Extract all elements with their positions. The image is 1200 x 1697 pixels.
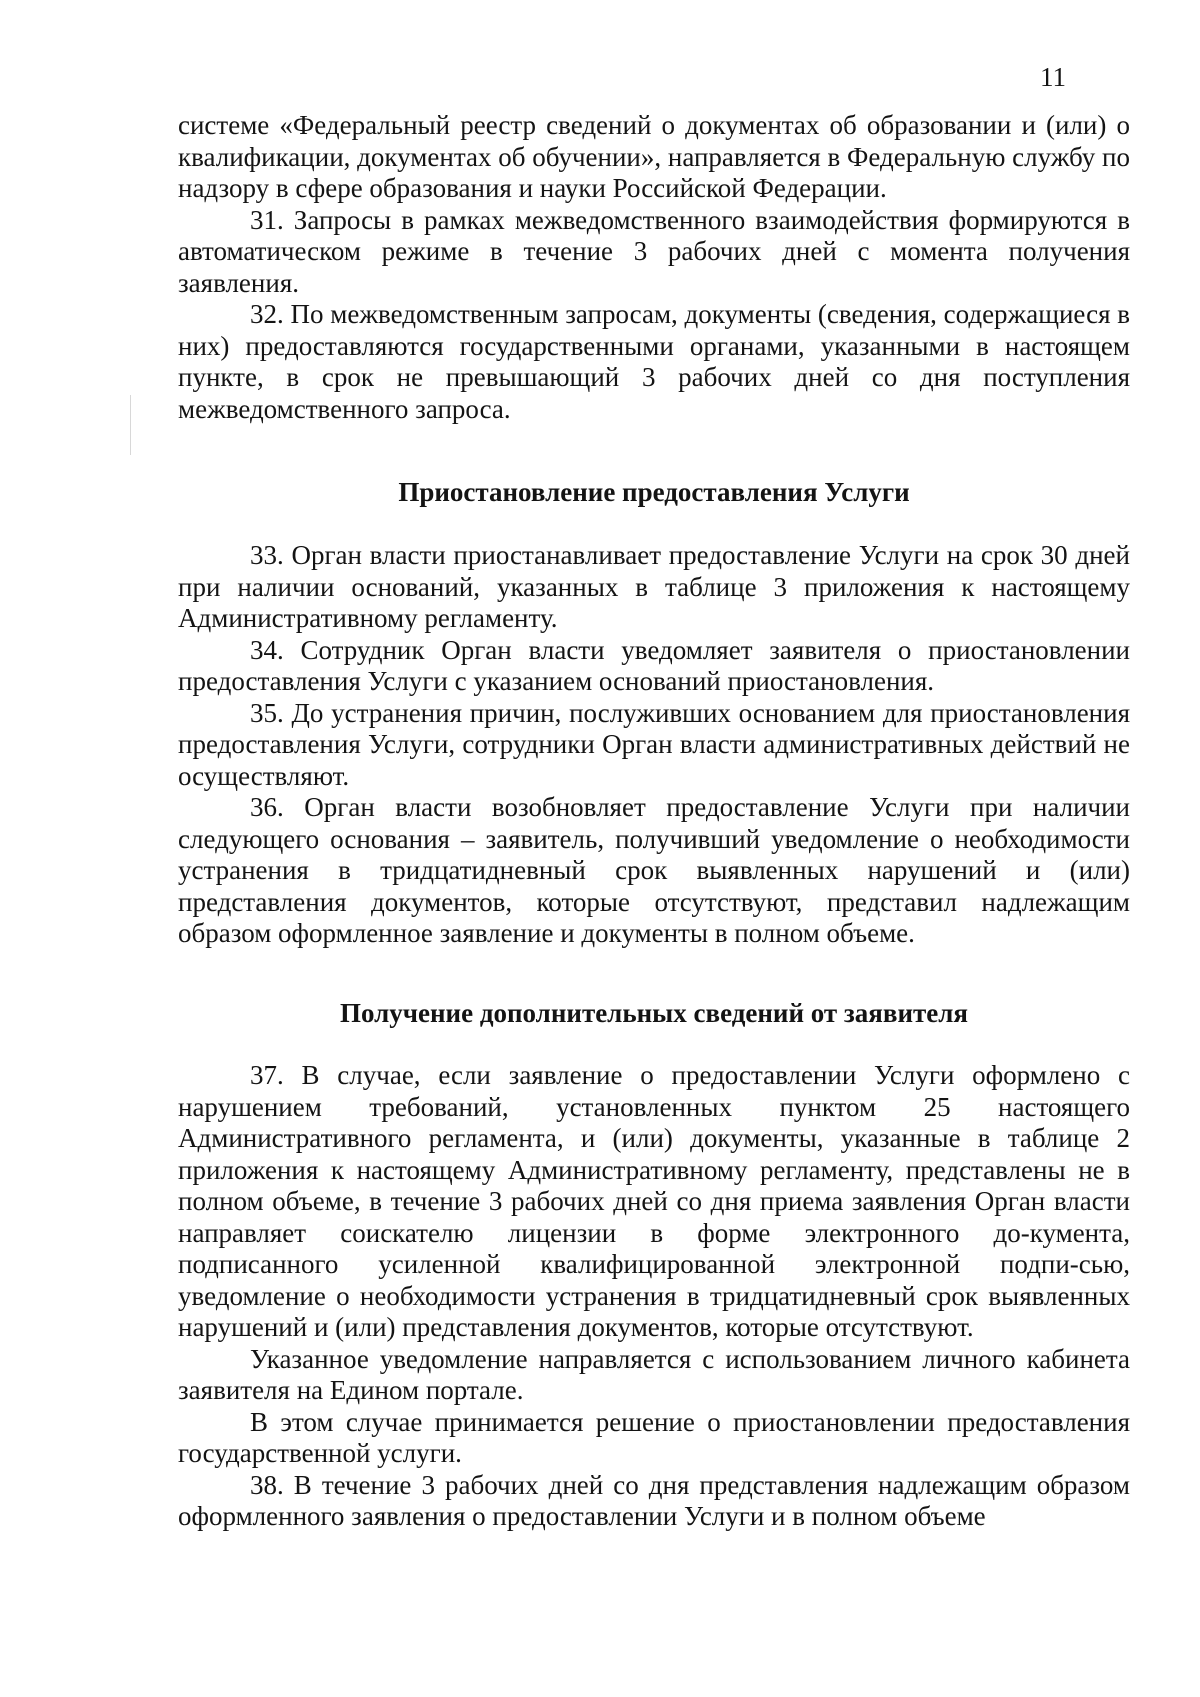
- paragraph-38: 38. В течение 3 рабочих дней со дня представления надлежащим образом оформленного заявления о предоставлении Услуги и в полном объеме: [178, 1469, 1130, 1531]
- section-heading-suspension: Приостановление предоставления Услуги: [398, 477, 910, 507]
- paragraph-35: 35. До устранения причин, послуживших основанием для приостановления предоставления Услуги, сотрудники Орган власти административных действий не осуществляют.: [178, 697, 1130, 791]
- page-number: 11: [1040, 62, 1066, 92]
- text-block-additional-info: [178, 1060, 1130, 1533]
- section-heading-additional-info: Получение дополнительных сведений от заявителя: [339, 998, 969, 1028]
- paragraph-37: 37. В случае, если заявление о предоставлении Услуги оформлено с нарушением требований, установленных пунктом 25 настоящего Административного регламента, и (или) документы, указанные в таблице 2 приложения к настоящему Административному регламенту, представлены не в полном объеме, в течение 3 рабочих дней со дня приема заявления Орган власти направляет соискателю лицензии в форме электронного до-кумента, подписанного усиленной квалифицированной электронной подпи-сью, уведомление о необходимости устранения в тридцатидневный срок выявленных нарушений и (или) представления документов, которые отсутствуют.: [178, 1060, 1130, 1342]
- paragraph-33: 33. Орган власти приостанавливает предоставление Услуги на срок 30 дней при наличии оснований, указанных в таблице 3 приложения к настоящему Административному регламенту.: [178, 540, 1130, 633]
- paragraph-continuation: системе «Федеральный реестр сведений о документах об образовании и (или) о квалификации, документах об обучении», направляется в Федеральную службу по надзору в сфере образования и науки Российской Федерации.: [178, 110, 1130, 203]
- paragraph-32: 32. По межведомственным запросам, документы (сведения, содержащиеся в них) предоставляются государственными органами, указанными в настоящем пункте, в срок не превышающий 3 рабочих дней со дня поступления межведомственного запроса.: [178, 299, 1130, 424]
- text-block-suspension: [178, 540, 1130, 950]
- paragraph-decision: В этом случае принимается решение о приостановлении предоставления государственной услуги.: [178, 1406, 1130, 1468]
- paragraph-36: 36. Орган власти возобновляет предоставление Услуги при наличии следующего основания – заявитель, получивший уведомление о необходимости устранения в тридцатидневный срок выявленных нарушений и (или) представления документов, которые отсутствуют, представил надлежащим образом оформленное заявление и документы в полном объеме.: [178, 792, 1130, 948]
- paragraph-34: 34. Сотрудник Орган власти уведомляет заявителя о приостановлении предоставления Услуги с указанием оснований приостановления.: [178, 634, 1130, 696]
- scan-artifact-line: [130, 395, 131, 455]
- paragraph-31: 31. Запросы в рамках межведомственного взаимодействия формируются в автоматическом режиме в течение 3 рабочих дней с момента получения заявления.: [178, 204, 1130, 298]
- paragraph-notice: Указанное уведомление направляется с использованием личного кабинета заявителя на Едином портале.: [178, 1343, 1130, 1405]
- text-block-continuation: [178, 110, 1130, 425]
